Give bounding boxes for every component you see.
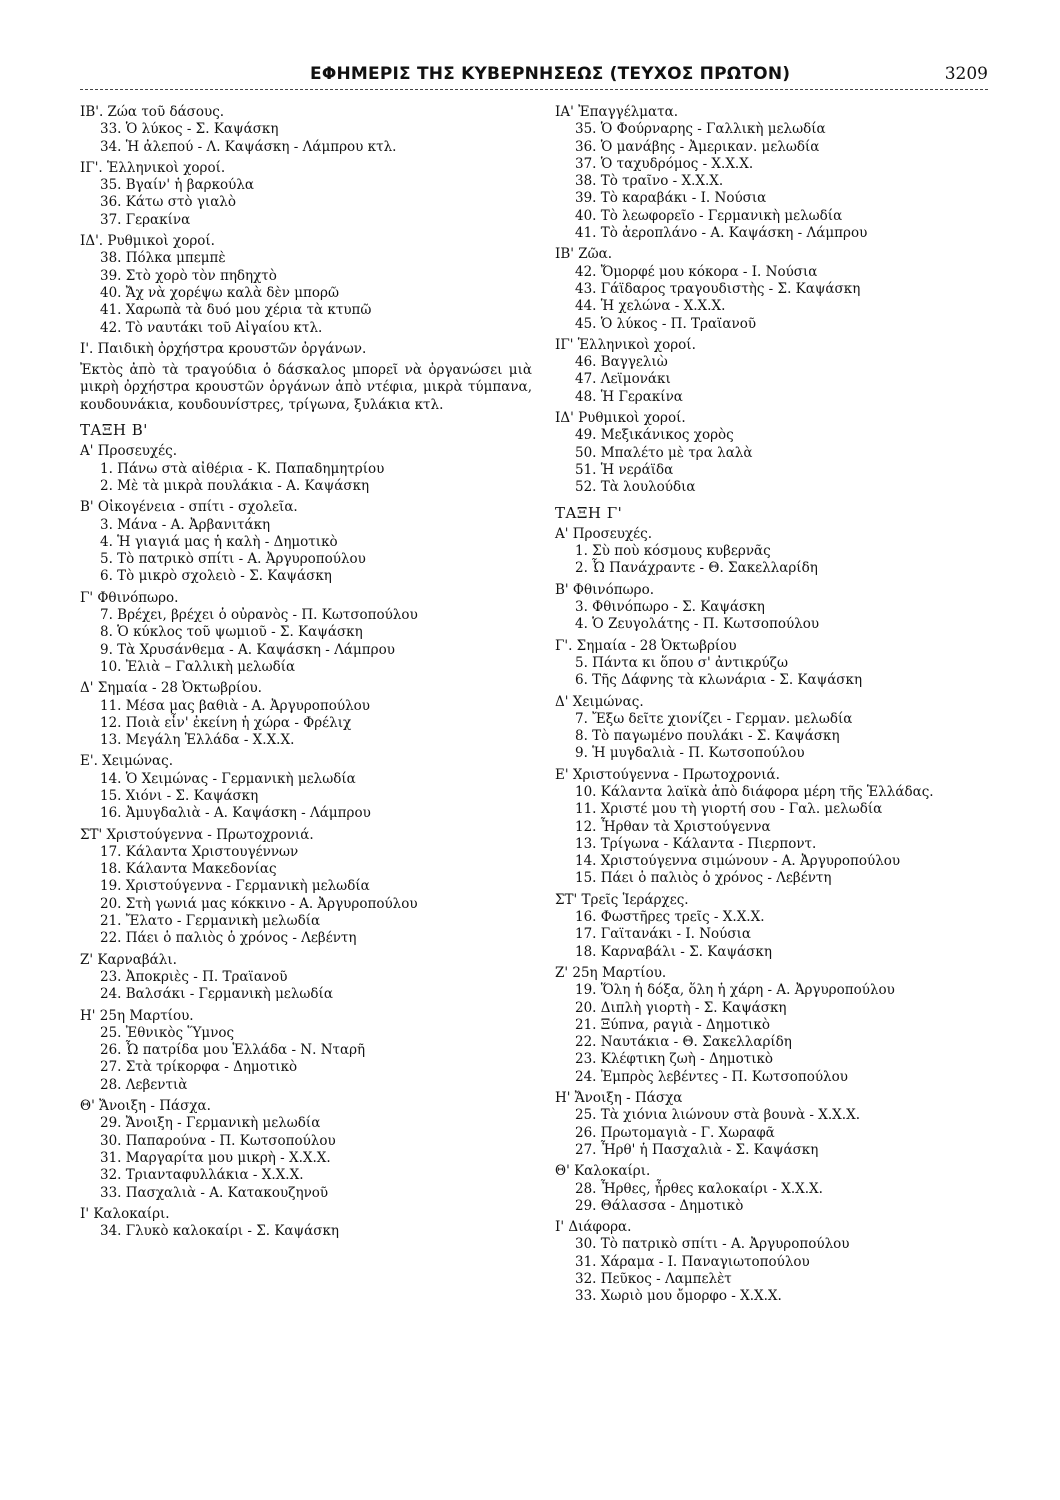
list-item: 14. Ὁ Χειμώνας - Γερμανικὴ μελωδία xyxy=(100,770,356,787)
list-item: 26. Πρωτομαγιὰ - Γ. Χωραφᾶ xyxy=(575,1124,775,1141)
list-item: 31. Μαργαρίτα μου μικρὴ - Χ.Χ.Χ. xyxy=(100,1149,331,1166)
list-item: 36. Κάτω στὸ γιαλὸ xyxy=(100,194,236,211)
list-item: 29. Ἄνοιξη - Γερμανικὴ μελωδία xyxy=(100,1115,321,1132)
list-item: 39. Τὸ καραβάκι - Ι. Νούσια xyxy=(575,190,767,207)
list-item: 17. Γαϊτανάκι - Ι. Νούσια xyxy=(575,926,752,943)
list-item: 38. Πόλκα μπεμπὲ xyxy=(100,250,226,267)
list-item: 4. Ἡ γιαγιά μας ἡ καλὴ - Δημοτικὸ xyxy=(100,533,338,550)
list-item: 50. Μπαλέτο μὲ τρα λαλὰ xyxy=(575,444,753,461)
list-item: 29. Θάλασσα - Δημοτικὸ xyxy=(575,1197,744,1214)
list-item: 30. Παπαρούνα - Π. Κωτσοπούλου xyxy=(100,1132,336,1149)
list-item: 11. Χριστέ μου τὴ γιορτή σου - Γαλ. μελωδία xyxy=(575,801,883,818)
list-item: 27. Ἦρθ' ἡ Πασχαλιὰ - Σ. Καψάσκη xyxy=(575,1141,819,1158)
list-item: 25. Τὰ χιόνια λιώνουν στὰ βουνὰ - Χ.Χ.Χ. xyxy=(575,1107,860,1124)
heading: ΣΤ' Χριστούγεννα - Πρωτοχρονιά. xyxy=(80,826,314,843)
heading: Α' Προσευχές. xyxy=(555,525,653,542)
heading: Η' Ἄνοιξη - Πάσχα xyxy=(555,1090,683,1107)
list-item: 7. Βρέχει, βρέχει ὁ οὐρανὸς - Π. Κωτσοπούλου xyxy=(100,607,418,624)
heading: Ι'. Παιδικὴ ὀρχήστρα κρουστῶν ὀργάνων. xyxy=(80,340,367,357)
list-item: 22. Πάει ὁ παλιὸς ὁ χρόνος - Λεβέντη xyxy=(100,930,357,947)
list-item: 25. Ἐθνικὸς Ὕμνος xyxy=(100,1024,235,1041)
list-item: 33. Ὁ λύκος - Σ. Καψάσκη xyxy=(100,121,279,138)
list-item: 47. Λεϊμονάκι xyxy=(575,371,671,388)
list-item: 41. Τὸ ἀεροπλάνο - Α. Καψάσκη - Λάμπρου xyxy=(575,225,868,242)
list-item: 45. Ὁ λύκος - Π. Τραϊανοῦ xyxy=(575,315,757,332)
list-item: 1. Πάνω στὰ αἰθέρια - Κ. Παπαδημητρίου xyxy=(100,460,385,477)
list-item: 16. Ἀμυγδαλιὰ - Α. Καψάσκη - Λάμπρου xyxy=(100,805,371,822)
list-item: 31. Χάραμα - Ι. Παναγιωτοπούλου xyxy=(575,1253,810,1270)
list-item: 30. Τὸ πατρικὸ σπίτι - Α. Ἀργυροπούλου xyxy=(575,1236,850,1253)
list-item: 15. Πάει ὁ παλιὸς ὁ χρόνος - Λεβέντη xyxy=(575,870,832,887)
heading: Γ'. Σημαία - 28 Ὀκτωβρίου xyxy=(555,637,737,654)
list-item: 3. Μάνα - Α. Ἀρβανιτάκη xyxy=(100,516,271,533)
list-item: 48. Ἡ Γερακίνα xyxy=(575,388,683,405)
list-item: 34. Γλυκὸ καλοκαίρι - Σ. Καψάσκη xyxy=(100,1223,339,1240)
list-item: 40. Ἄχ νὰ χορέψω καλὰ δὲν μπορῶ xyxy=(100,284,339,301)
list-item: 42. Ὄμορφέ μου κόκορα - Ι. Νούσια xyxy=(575,263,818,280)
list-item: 43. Γάϊδαρος τραγουδιστὴς - Σ. Καψάσκη xyxy=(575,280,861,297)
list-item: 6. Τῆς Δάφνης τὰ κλωνάρια - Σ. Καψάσκη xyxy=(575,672,863,689)
list-item: 5. Πάντα κι ὅπου σ' ἀντικρύζω xyxy=(575,654,789,671)
list-item: 8. Τὸ παγωμένο πουλάκι - Σ. Καψάσκη xyxy=(575,728,840,745)
list-item: 51. Ἡ νεράϊδα xyxy=(575,461,674,478)
list-item: 35. Ὁ Φούρναρης - Γαλλικὴ μελωδία xyxy=(575,121,826,138)
list-item: 46. Βαγγελιὼ xyxy=(575,354,668,371)
list-item: 9. Ἡ μυγδαλιὰ - Π. Κωτσοπούλου xyxy=(575,745,805,762)
list-item: 41. Χαρωπὰ τὰ δυό μου χέρια τὰ κτυπῶ xyxy=(100,302,372,319)
list-item: 52. Τὰ λουλούδια xyxy=(575,479,696,496)
heading: ΙΑ' Ἐπαγγέλματα. xyxy=(555,104,679,120)
header-rule xyxy=(80,89,988,90)
heading: Β' Οἰκογένεια - σπίτι - σχολεῖα. xyxy=(80,499,298,516)
list-item: 21. Ἔλατο - Γερμανικὴ μελωδία xyxy=(100,913,321,930)
heading: ΙΒ'. Ζώα τοῦ δάσους. xyxy=(80,104,225,120)
section-title: ΤΑΞΗ Β' xyxy=(80,421,148,440)
heading: Δ' Χειμώνας. xyxy=(555,693,644,710)
list-item: 22. Ναυτάκια - Θ. Σακελλαρίδη xyxy=(575,1034,792,1051)
heading: Ζ' Καρναβάλι. xyxy=(80,951,177,968)
list-item: 19. Ὅλη ἡ δόξα, ὅλη ἡ χάρη - Α. Ἀργυροπούλου xyxy=(575,982,895,999)
gazette-title: ΕΦΗΜΕΡΙΣ ΤΗΣ ΚΥΒΕΡΝΗΣΕΩΣ (ΤΕΥΧΟΣ ΠΡΩΤΟΝ) xyxy=(310,64,791,84)
list-item: 2. Ὦ Πανάχραντε - Θ. Σακελλαρίδη xyxy=(575,560,818,577)
heading: ΣΤ' Τρεῖς Ἱεράρχες. xyxy=(555,891,689,908)
list-item: 13. Τρίγωνα - Κάλαντα - Πιερποντ. xyxy=(575,835,817,852)
list-item: 20. Διπλὴ γιορτὴ - Σ. Καψάσκη xyxy=(575,999,787,1016)
right-column xyxy=(555,100,995,1306)
list-item: 32. Πεῦκος - Λαμπελὲτ xyxy=(575,1271,732,1287)
list-item: 19. Χριστούγεννα - Γερμανικὴ μελωδία xyxy=(100,878,370,895)
heading: Γ' Φθινόπωρο. xyxy=(80,589,179,606)
list-item: 15. Χιόνι - Σ. Καψάσκη xyxy=(100,787,259,804)
list-item: 44. Ἡ χελώνα - Χ.Χ.Χ. xyxy=(575,298,726,315)
list-item: 1. Σὺ ποὺ κόσμους κυβερνᾶς xyxy=(575,543,771,560)
list-item: 13. Μεγάλη Ἑλλάδα - Χ.Χ.Χ. xyxy=(100,732,295,749)
list-item: 9. Τὰ Χρυσάνθεμα - Α. Καψάσκη - Λάμπρου xyxy=(100,641,395,658)
list-item: 12. Ποιὰ εἶν' ἐκείνη ἡ χώρα - Φρέλιχ xyxy=(100,714,352,731)
list-item: 7. Ἔξω δεῖτε χιονίζει - Γερμαν. μελωδία xyxy=(575,710,853,727)
page-header xyxy=(80,58,988,88)
list-item: 8. Ὁ κύκλος τοῦ ψωμιοῦ - Σ. Καψάσκη xyxy=(100,624,363,641)
heading: ΙΔ'. Ρυθμικοὶ χοροί. xyxy=(80,233,215,250)
heading: ΙΓ' Ἑλληνικοὶ χοροί. xyxy=(555,336,696,353)
list-item: 12. Ἦρθαν τὰ Χριστούγεννα xyxy=(575,818,771,835)
paragraph: Ἐκτὸς ἀπὸ τὰ τραγούδια ὁ δάσκαλος μπορεῖ νὰ ὀργανώσει μιὰ μικρὴ ὀρχήστρα κρουστῶν ὀργάνων ἀπὸ ντέφια, μικρὰ τύμπανα, κουδουνάκια, κουδουνίστρες, τρίγωνα, ξυλάκια κτλ. xyxy=(80,362,532,413)
list-item: 26. Ὦ πατρίδα μου Ἑλλάδα - Ν. Νταρῆ xyxy=(100,1042,366,1059)
list-item: 5. Τὸ πατρικὸ σπίτι - Α. Ἀργυροπούλου xyxy=(100,551,366,568)
list-item: 23. Ἀποκριὲς - Π. Τραϊανοῦ xyxy=(100,968,288,985)
heading: Ζ' 25η Μαρτίου. xyxy=(555,964,667,981)
list-item: 36. Ὁ μανάβης - Ἀμερικαν. μελωδία xyxy=(575,138,820,155)
list-item: 18. Κάλαντα Μακεδονίας xyxy=(100,861,277,878)
list-item: 2. Μὲ τὰ μικρὰ πουλάκια - Α. Καψάσκη xyxy=(100,477,370,494)
heading: ΙΔ' Ρυθμικοὶ χοροί. xyxy=(555,410,686,427)
list-item: 37. Ὁ ταχυδρόμος - Χ.Χ.Χ. xyxy=(575,155,754,172)
heading: Δ' Σημαία - 28 Ὀκτωβρίου. xyxy=(80,680,262,697)
list-item: 14. Χριστούγεννα σιμώνουν - Α. Ἀργυροπούλου xyxy=(575,853,901,870)
list-item: 42. Τὸ ναυτάκι τοῦ Αἰγαίου κτλ. xyxy=(100,319,323,336)
list-item: 32. Τριανταφυλλάκια - Χ.Χ.Χ. xyxy=(100,1167,304,1184)
list-item: 6. Τὸ μικρὸ σχολειὸ - Σ. Καψάσκη xyxy=(100,568,332,585)
heading: Θ' Καλοκαίρι. xyxy=(555,1163,651,1180)
list-item: 4. Ὁ Ζευγολάτης - Π. Κωτσοπούλου xyxy=(575,616,820,633)
list-item: 24. Βαλσάκι - Γερμανικὴ μελωδία xyxy=(100,986,333,1003)
list-item: 10. Κάλαντα λαϊκὰ ἀπὸ διάφορα μέρη τῆς Ἑλλάδας. xyxy=(575,783,934,800)
list-item: 39. Στὸ χορὸ τὸν πηδηχτὸ xyxy=(100,267,277,284)
list-item: 40. Τὸ λεωφορεῖο - Γερμανικὴ μελωδία xyxy=(575,207,843,224)
list-item: 20. Στὴ γωνιά μας κόκκινο - Α. Ἀργυροπούλου xyxy=(100,895,418,912)
heading: ΙΒ' Ζῶα. xyxy=(555,246,613,263)
list-item: 3. Φθινόπωρο - Σ. Καψάσκη xyxy=(575,599,765,616)
list-item: 33. Πασχαλιὰ - Α. Κατακουζηνοῦ xyxy=(100,1184,329,1201)
heading: Η' 25η Μαρτίου. xyxy=(80,1007,194,1024)
heading: Β' Φθινόπωρο. xyxy=(555,581,654,598)
heading: Α' Προσευχές. xyxy=(80,443,178,460)
list-item: 16. Φωστῆρες τρεῖς - Χ.Χ.Χ. xyxy=(575,909,765,926)
heading: Ε' Χριστούγεννα - Πρωτοχρονιά. xyxy=(555,766,780,783)
list-item: 24. Ἐμπρὸς λεβέντες - Π. Κωτσοπούλου xyxy=(575,1068,848,1085)
list-item: 18. Καρναβάλι - Σ. Καψάσκη xyxy=(575,943,772,960)
section-title: ΤΑΞΗ Γ' xyxy=(555,503,623,522)
list-item: 28. Ἦρθες, ἦρθες καλοκαίρι - Χ.Χ.Χ. xyxy=(575,1180,823,1197)
list-item: 17. Κάλαντα Χριστουγέννων xyxy=(100,843,299,860)
list-item: 23. Κλέφτικη ζωὴ - Δημοτικὸ xyxy=(575,1051,774,1068)
list-item: 27. Στὰ τρίκορφα - Δημοτικὸ xyxy=(100,1059,298,1076)
heading: Ι' Διάφορα. xyxy=(555,1219,632,1236)
list-item: 21. Ξύπνα, ραγιὰ - Δημοτικὸ xyxy=(575,1016,770,1033)
list-item: 28. Λεβεντιὰ xyxy=(100,1076,188,1093)
list-item: 35. Βγαίν' ἡ βαρκούλα xyxy=(100,177,255,194)
list-item: 33. Χωριὸ μου ὄμορφο - Χ.Χ.Χ. xyxy=(575,1288,782,1305)
heading: Θ' Ἄνοιξη - Πάσχα. xyxy=(80,1098,211,1115)
list-item: 38. Τὸ τραῖνο - Χ.Χ.Χ. xyxy=(575,173,724,190)
list-item: 34. Ἡ ἀλεπού - Λ. Καψάσκη - Λάμπρου κτλ. xyxy=(100,138,397,155)
page-number: 3209 xyxy=(944,64,988,84)
heading: Ι' Καλοκαίρι. xyxy=(80,1205,170,1222)
list-item: 49. Μεξικάνικος χορὸς xyxy=(575,427,734,444)
heading: Ε'. Χειμώνας. xyxy=(80,753,174,770)
left-column xyxy=(80,100,550,1240)
list-item: 37. Γερακίνα xyxy=(100,211,191,228)
list-item: 11. Μέσα μας βαθιὰ - Α. Ἀργυροπούλου xyxy=(100,697,370,714)
heading: ΙΓ'. Ἑλληνικοὶ χοροί. xyxy=(80,159,226,176)
list-item: 10. Ἐλιὰ – Γαλλικὴ μελωδία xyxy=(100,658,296,675)
